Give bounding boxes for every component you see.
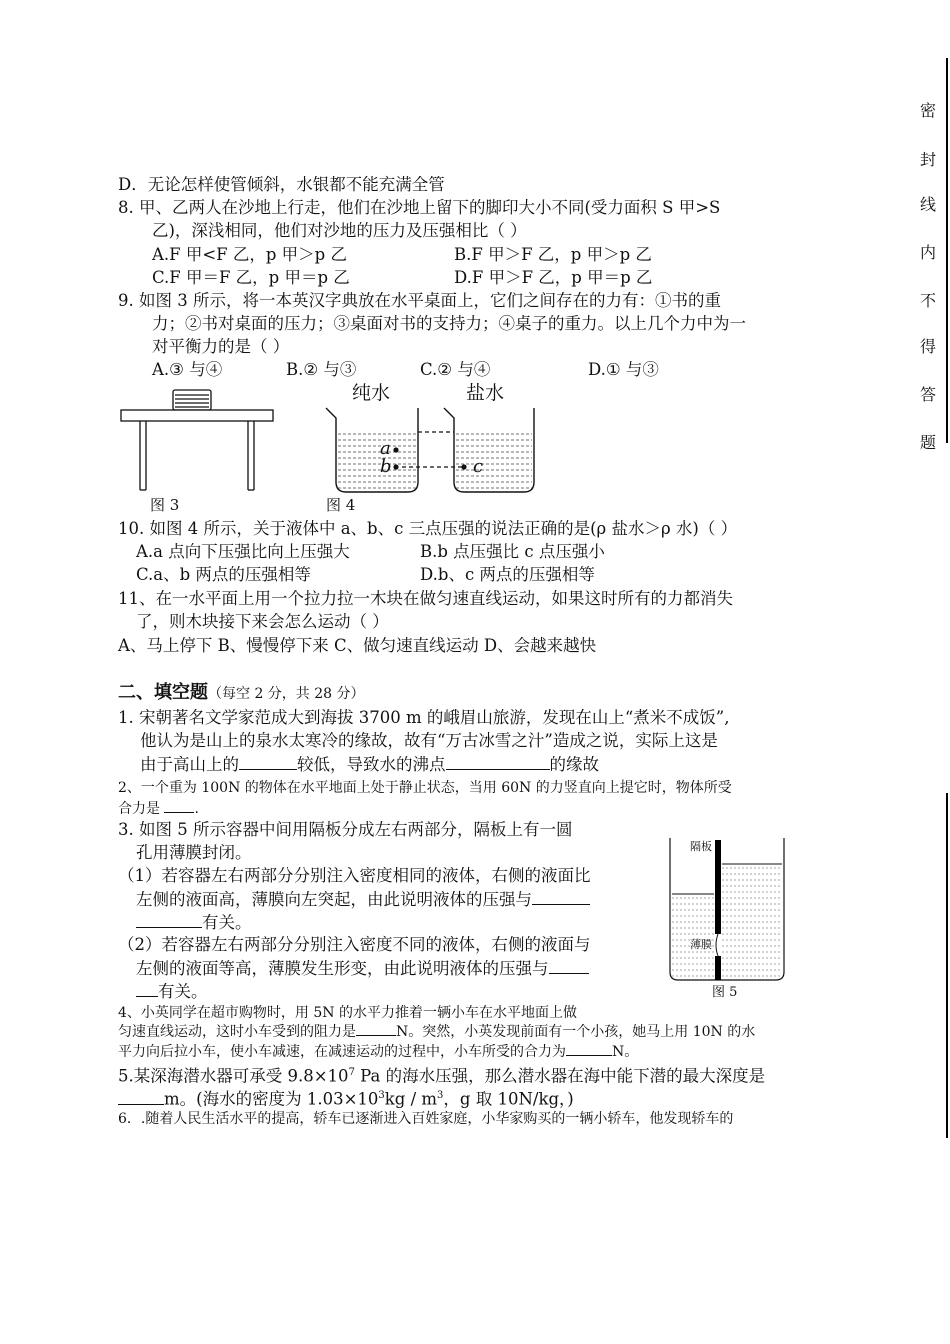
seal-char-6: 得 <box>920 337 937 356</box>
figure-4-point-a: a <box>380 438 391 459</box>
f1-line-3 <box>140 753 599 776</box>
f3-part1-blank-a[interactable] <box>532 888 590 905</box>
q8-stem-1: 8. 甲、乙两人在沙地上行走，他们在沙地上留下的脚印大小不同(受力面积 S 甲>S <box>118 198 721 217</box>
figure-5-label-film: 薄膜 <box>690 938 712 951</box>
f3-part2-blank-b[interactable] <box>136 980 158 997</box>
q10-option-d: D.b、c 两点的压强相等 <box>420 565 595 584</box>
f3-part1-line-2-text: 左侧的液面高，薄膜向左突起，由此说明液体的压强与 <box>136 890 532 909</box>
f4-blank-1[interactable] <box>356 1021 396 1036</box>
f2-line-1: 2、一个重为 100N 的物体在水平地面上处于静止状态，当用 60N 的力竖直向上提它时，物体所受 <box>118 780 732 796</box>
f1-line-3b: 较低，导致水的沸点 <box>297 755 446 774</box>
f5-exp-1: 7 <box>348 1067 355 1078</box>
q7-option-d: D．无论怎样使管倾斜，水银都不能充满全管 <box>118 175 445 194</box>
seal-char-7: 答 <box>920 385 937 404</box>
f2-line-2 <box>118 798 199 820</box>
seal-char-1: 密 <box>920 101 937 120</box>
seal-line-bottom <box>946 793 948 1138</box>
seal-line-top <box>946 58 948 443</box>
seal-char-4: 内 <box>920 243 937 262</box>
figure-5-caption: 图 5 <box>712 985 738 1000</box>
figure-3-caption: 图 3 <box>150 496 180 514</box>
f4-blank-2[interactable] <box>566 1041 612 1056</box>
q9-option-a: A.③ 与④ <box>152 360 223 379</box>
q8-option-b: B.F 甲＞F 乙，p 甲＞p 乙 <box>454 245 652 264</box>
q11-options: A、马上停下 B、慢慢停下来 C、做匀速直线运动 D、会越来越快 <box>118 636 597 655</box>
f5-blank[interactable] <box>118 1088 164 1105</box>
q9-stem-1: 9. 如图 3 所示，将一本英汉字典放在水平桌面上，它们之间存在的力有：①书的重 <box>118 291 721 310</box>
f6-line-1: 6．.随着人民生活水平的提高，轿车已逐渐进入百姓家庭，小华家购买的一辆小轿车，他发现轿车的 <box>118 1111 734 1127</box>
section-2-note: （每空 2 分，共 28 分） <box>208 686 365 702</box>
f1-blank-2[interactable] <box>446 753 550 770</box>
q10-option-b: B.b 点压强比 c 点压强小 <box>420 542 605 561</box>
seal-char-3: 线 <box>920 195 937 214</box>
q11-stem-1: 11、在一水平面上用一个拉力拉一木块在做匀速直线运动，如果这时所有的力都消失 <box>118 589 733 608</box>
f5-line-2a: m。(海水的密度为 1.03×10 <box>164 1089 379 1109</box>
seal-char-8: 题 <box>920 433 937 452</box>
f2-line-2a: 合力是 <box>118 801 160 817</box>
f4-line-3b: N。 <box>612 1044 639 1060</box>
f3-part2-blank-a[interactable] <box>549 957 589 974</box>
q10-option-c: C.a、b 两点的压强相等 <box>136 565 311 584</box>
f5-exp-3: 3 <box>437 1090 444 1101</box>
f5-line-2c: ，g 取 10N/kg，) <box>443 1089 574 1109</box>
q9-stem-3: 对平衡力的是（ ） <box>152 337 290 356</box>
f4-line-3 <box>118 1041 638 1063</box>
f2-line-2b: . <box>194 801 199 817</box>
f3-part2-line-3 <box>136 980 208 1003</box>
q11-stem-2: 了，则木块接下来会怎么运动（ ） <box>136 612 389 631</box>
f1-line-3c: 的缘故 <box>549 755 599 774</box>
f3-part2-line-2 <box>136 957 589 980</box>
q10-stem: 10. 如图 4 所示，关于液体中 a、b、c 三点压强的说法正确的是(ρ 盐水＞ρ 水)（ ） <box>118 519 738 538</box>
figure-5-container <box>668 836 788 982</box>
q9-option-c: C.② 与④ <box>420 360 491 379</box>
f1-line-2: 他认为是山上的泉水太寒冷的缘故，故有“万古冰雪之汁”造成之说，实际上这是 <box>140 731 718 750</box>
f3-part2-line-1: （2）若容器左右两部分分别注入密度不同的液体，右侧的液面与 <box>118 935 591 954</box>
f5-line-2b: kg / m <box>384 1089 438 1109</box>
figure-5-label-board: 隔板 <box>690 840 712 853</box>
f1-line-3a: 由于高山上的 <box>140 755 239 774</box>
q9-option-b: B.② 与③ <box>286 360 357 379</box>
f3-line-2: 孔用薄膜封闭。 <box>136 843 252 862</box>
f1-blank-1[interactable] <box>239 753 297 770</box>
f5-line-2 <box>118 1085 574 1111</box>
section-2-heading <box>118 682 365 705</box>
figure-4-caption: 图 4 <box>326 496 356 514</box>
f3-line-1: 3. 如图 5 所示容器中间用隔板分成左右两部分，隔板上有一圆 <box>118 820 573 839</box>
figure-3-table <box>118 386 278 496</box>
f3-part2-line-3-text: 有关。 <box>158 982 208 1001</box>
q9-option-d: D.① 与③ <box>588 360 659 379</box>
f4-line-2a: 匀速直线运动，这时小车受到的阻力是 <box>118 1024 356 1040</box>
f5-exp-2: 3 <box>378 1090 385 1101</box>
seal-char-5: 不 <box>920 291 937 310</box>
figure-4-point-b: b <box>380 456 392 477</box>
figure-4-left-label: 纯水 <box>352 382 391 404</box>
f5-line-1a: 5.某深海潜水器可承受 9.8×10 <box>118 1066 349 1086</box>
seal-char-2: 封 <box>920 150 937 169</box>
f3-part1-blank-b[interactable] <box>136 911 202 928</box>
figure-4-right-label: 盐水 <box>466 382 505 404</box>
f3-part1-line-3-text: 有关。 <box>202 913 252 932</box>
f4-line-2 <box>118 1021 755 1043</box>
figure-4-point-c: c <box>473 456 484 477</box>
f3-part1-line-2 <box>136 888 590 911</box>
f3-part1-line-1: （1）若容器左右两部分分别注入密度相同的液体，右侧的液面比 <box>118 866 591 885</box>
f5-line-1b: Pa 的海水压强，那么潜水器在海中能下潜的最大深度是 <box>354 1066 766 1086</box>
f5-line-1 <box>118 1062 765 1088</box>
q8-option-c: C.F 甲＝F 乙，p 甲＝p 乙 <box>152 268 350 287</box>
f4-line-2b: N。突然，小英发现前面有一个小孩，她马上用 10N 的水 <box>396 1024 756 1040</box>
q8-option-d: D.F 甲＞F 乙，p 甲＝p 乙 <box>454 268 653 287</box>
f3-part2-line-2-text: 左侧的液面等高，薄膜发生形变，由此说明液体的压强与 <box>136 959 549 978</box>
q10-option-a: A.a 点向下压强比向上压强大 <box>136 542 350 561</box>
f4-line-3a: 平力向后拉小车，使小车减速，在减速运动的过程中，小车所受的合力为 <box>118 1044 566 1060</box>
f1-line-1: 1. 宋朝著名文学家范成大到海拔 3700 m 的峨眉山旅游，发现在山上“煮米不成饭”, <box>118 708 730 727</box>
f2-blank[interactable] <box>164 798 194 813</box>
q8-option-a: A.F 甲<F 乙，p 甲＞p 乙 <box>152 245 347 264</box>
q9-stem-2: 力；②书对桌面的压力；③桌面对书的支持力；④桌子的重力。以上几个力中为一 <box>152 314 746 333</box>
section-2-title: 二、填空题 <box>118 682 208 703</box>
q8-stem-2: 乙)，深浅相同，他们对沙地的压力及压强相比（ ） <box>152 221 527 240</box>
f4-line-1: 4、小英同学在超市购物时，用 5N 的水平力推着一辆小车在水平地面上做 <box>118 1005 577 1021</box>
figure-4-beakers <box>322 404 538 496</box>
f3-part1-line-3 <box>136 911 252 934</box>
